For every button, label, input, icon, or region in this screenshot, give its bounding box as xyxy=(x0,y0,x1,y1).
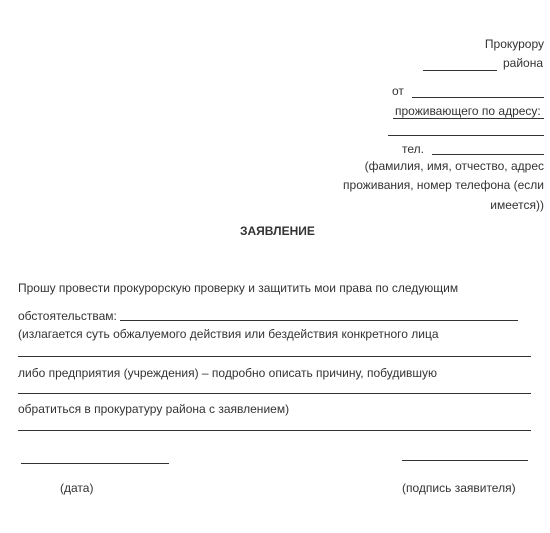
body-line-5: обратиться в прокуратуру района с заявлением) xyxy=(18,402,290,416)
district-blank-line xyxy=(423,70,497,71)
blank-line-2 xyxy=(18,393,531,394)
phone-label: тел. xyxy=(402,142,424,156)
body-line-3: (излагается суть обжалуемого действия или бездействия конкретного лица xyxy=(18,327,439,341)
residing-label: проживающего по адресу: xyxy=(395,104,541,118)
body-line-1: Прошу провести прокурорскую проверку и защитить мои права по следующим xyxy=(18,281,459,295)
body-line-4: либо предприятия (учреждения) – подробно описать причину, побудившую xyxy=(18,366,438,380)
signature-blank-line xyxy=(402,460,528,461)
name-blank-line xyxy=(412,97,544,98)
body-line-2-label: обстоятельствам: xyxy=(18,309,117,323)
addressee-label: Прокурору xyxy=(484,37,544,51)
blank-line-1 xyxy=(18,356,531,357)
date-label: (дата) xyxy=(60,481,94,495)
document-title: ЗАЯВЛЕНИЕ xyxy=(240,224,315,238)
phone-blank-line xyxy=(432,154,544,155)
blank-line-3 xyxy=(18,430,531,431)
district-label: района xyxy=(503,56,544,70)
header-note-line-3: имеется)) xyxy=(490,198,544,212)
circumstances-blank-line xyxy=(120,320,518,321)
date-blank-line xyxy=(21,463,169,464)
residing-blank-line-2 xyxy=(388,135,544,136)
header-note-line-2: проживания, номер телефона (если xyxy=(343,178,544,192)
signature-label: (подпись заявителя) xyxy=(402,481,516,495)
header-note-line-1: (фамилия, имя, отчество, адрес xyxy=(364,159,544,173)
from-label: от xyxy=(392,84,404,98)
residing-blank-line-1 xyxy=(393,118,544,119)
